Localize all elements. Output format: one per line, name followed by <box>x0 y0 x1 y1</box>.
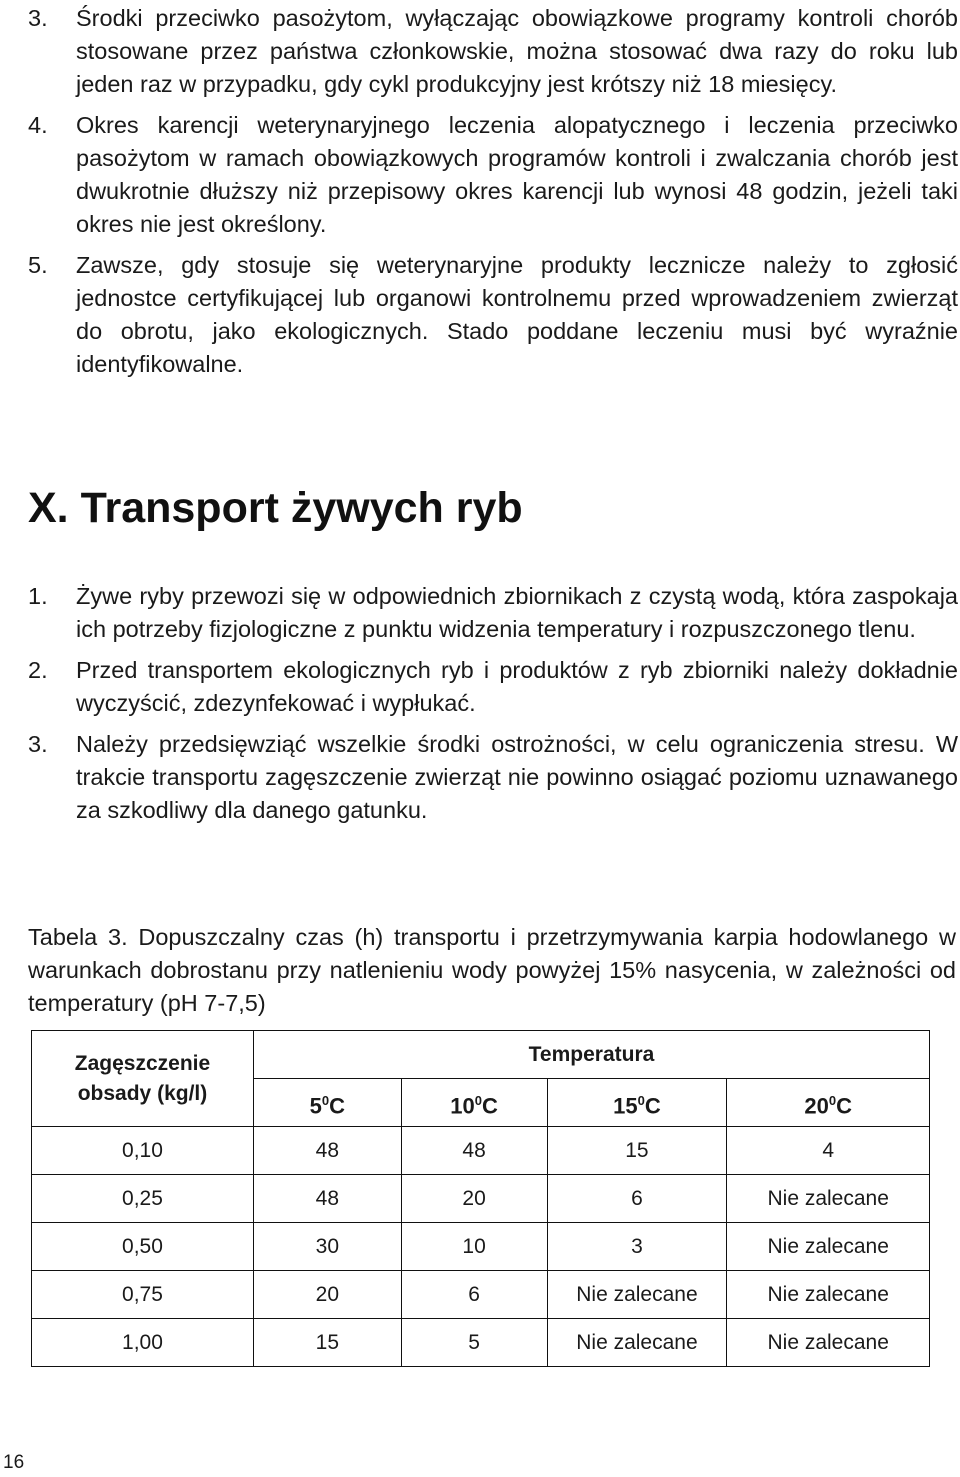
table-cell: 0,75 <box>32 1271 254 1319</box>
list-item <box>28 2 958 101</box>
transport-time-table <box>31 1030 930 1367</box>
table-cell: Nie zalecane <box>727 1175 930 1223</box>
list-item <box>28 728 958 827</box>
section-title: X. Transport żywych ryb <box>28 484 523 532</box>
table-cell: 5 <box>401 1319 547 1367</box>
table-row <box>32 1127 930 1175</box>
temp-header-cell: $20^0C$ <box>727 1079 930 1127</box>
table-cell: 48 <box>401 1127 547 1175</box>
table-cell: Nie zalecane <box>727 1223 930 1271</box>
item-number: 4. <box>28 112 48 138</box>
list-item <box>28 580 958 646</box>
temperature-header: Temperatura <box>253 1031 929 1079</box>
item-text: Przed transportem ekologicznych ryb i produktów z ryb zbiorniki należy dokładnie wyczyścić, zdezynfekować i wypłukać. <box>76 657 958 716</box>
item-number: 3. <box>28 731 48 757</box>
table-row <box>32 1223 930 1271</box>
table-caption: Tabela 3. Dopuszczalny czas (h) transportu i przetrzymywania karpia hodowlanego w warunkach dobrostanu przy natlenieniu wody powyżej 15% nasycenia, w zależności od temperatury (pH 7-7,5) <box>28 924 956 1016</box>
table-cell: 3 <box>547 1223 727 1271</box>
item-number: 5. <box>28 252 48 278</box>
table-row <box>32 1271 930 1319</box>
table-cell: 15 <box>547 1127 727 1175</box>
table-cell: 4 <box>727 1127 930 1175</box>
table-cell: 48 <box>253 1127 401 1175</box>
table-cell: 30 <box>253 1223 401 1271</box>
temp-header-cell: $15^0C$ <box>547 1079 727 1127</box>
regulation-list-bottom <box>28 580 958 835</box>
item-text: Zawsze, gdy stosuje się weterynaryjne produkty lecznicze należy to zgłosić jednostce certyfikującej lub organowi kontrolnemu przed wprowadzeniem zwierząt do obrotu, jako ekologicznych. Stado poddane leczeniu musi być wyraźnie identyfikowalne. <box>76 252 958 377</box>
table-cell: 0,10 <box>32 1127 254 1175</box>
item-number: 3. <box>28 5 48 31</box>
list-item <box>28 109 958 241</box>
density-header-line-1: Zagęszczenie <box>74 1051 211 1075</box>
density-header-line-2: obsady (kg/l) <box>77 1081 208 1105</box>
table-cell: 0,25 <box>32 1175 254 1223</box>
table-cell: 10 <box>401 1223 547 1271</box>
table-cell: Nie zalecane <box>727 1271 930 1319</box>
item-text: Środki przeciwko pasożytom, wyłączając obowiązkowe programy kontroli chorób stosowane przez państwa członkowskie, można stosować dwa razy do roku lub jeden raz w przypadku, gdy cykl produkcyjny jest krótszy niż 18 miesięcy. <box>76 5 958 97</box>
table-cell: 0,50 <box>32 1223 254 1271</box>
temp-header-cell: $5^0C$ <box>253 1079 401 1127</box>
item-text: Należy przedsięwziąć wszelkie środki ostrożności, w celu ograniczenia stresu. W trakcie transportu zagęszczenie zwierząt nie powinno osiągać poziomu uznawanego za szkodliwy dla danego gatunku. <box>76 731 958 823</box>
table-row <box>32 1319 930 1367</box>
table-cell: 48 <box>253 1175 401 1223</box>
table-cell: 15 <box>253 1319 401 1367</box>
table-row <box>32 1175 930 1223</box>
regulation-list-top <box>28 2 958 389</box>
table-cell: Nie zalecane <box>547 1319 727 1367</box>
density-header <box>32 1031 254 1127</box>
page-number: 16 <box>3 1452 25 1473</box>
table-cell: 6 <box>547 1175 727 1223</box>
item-text: Okres karencji weterynaryjnego leczenia alopatycznego i leczenia przeciwko pasożytom w ramach obowiązkowych programów kontroli i zwalczania chorób jest dwukrotnie dłuższy niż przepisowy okres karencji lub wynosi 48 godzin, jeżeli taki okres nie jest określony. <box>76 112 958 237</box>
table-cell: Nie zalecane <box>547 1271 727 1319</box>
table-cell: 6 <box>401 1271 547 1319</box>
item-number: 1. <box>28 583 48 609</box>
table-cell: 1,00 <box>32 1319 254 1367</box>
table-cell: 20 <box>253 1271 401 1319</box>
item-number: 2. <box>28 657 48 683</box>
table-cell: Nie zalecane <box>727 1319 930 1367</box>
temp-header-cell: $10^0C$ <box>401 1079 547 1127</box>
list-item <box>28 249 958 381</box>
list-item <box>28 654 958 720</box>
item-text: Żywe ryby przewozi się w odpowiednich zbiornikach z czystą wodą, która zaspokaja ich potrzeby fizjologiczne z punktu widzenia temperatury i rozpuszczonego tlenu. <box>76 583 958 642</box>
table-cell: 20 <box>401 1175 547 1223</box>
